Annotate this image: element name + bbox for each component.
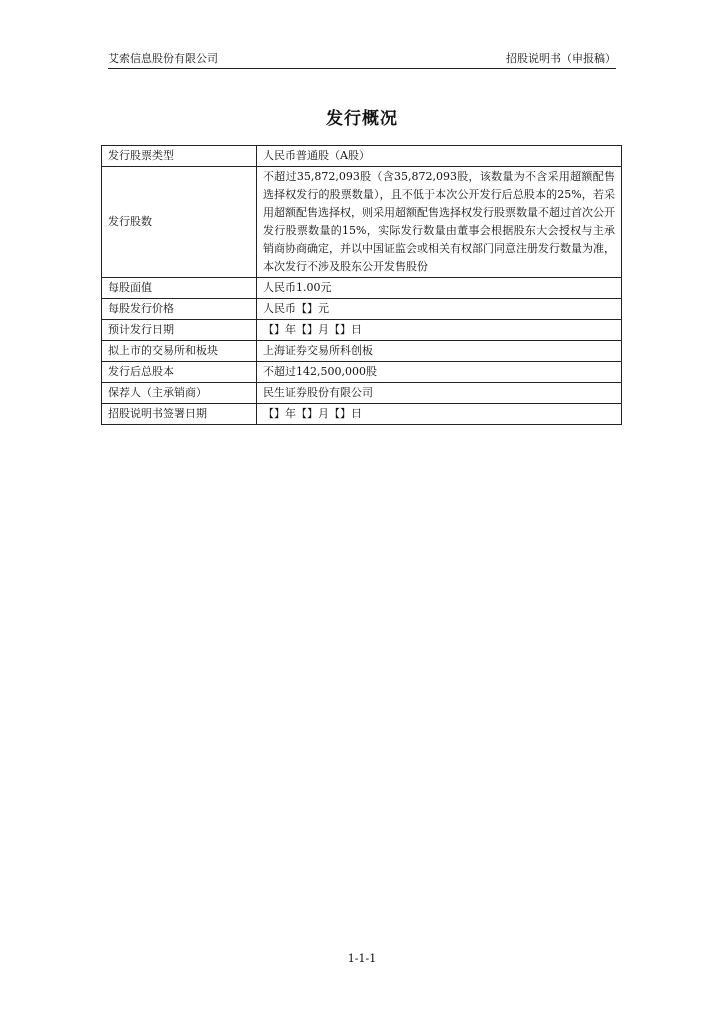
page-title: 发行概况 bbox=[326, 109, 398, 129]
row-label: 发行后总股本 bbox=[102, 362, 257, 383]
table-row bbox=[102, 320, 622, 341]
document-type: 招股说明书（申报稿） bbox=[506, 52, 616, 65]
table-row bbox=[102, 167, 622, 278]
row-value: 不超过142,500,000股 bbox=[257, 362, 622, 383]
row-label: 每股面值 bbox=[102, 278, 257, 299]
row-value: 【】年【】月【】日 bbox=[257, 320, 622, 341]
row-value: 人民币1.00元 bbox=[257, 278, 622, 299]
row-value: 民生证券股份有限公司 bbox=[257, 383, 622, 404]
table-row bbox=[102, 362, 622, 383]
row-label: 发行股数 bbox=[102, 167, 257, 278]
row-label: 每股发行价格 bbox=[102, 299, 257, 320]
row-value: 人民币普通股（A股） bbox=[257, 146, 622, 167]
row-label: 招股说明书签署日期 bbox=[102, 404, 257, 425]
row-value: 不超过35,872,093股（含35,872,093股，该数量为不含采用超额配售选择权发行的股票数量），且不低于本次公开发行后总股本的25%，若采用超额配售选择权，则采用超额配售选择权发行股票数量不超过首次公开发行股票数量的15%，实际发行数量由董事会根据股东大会授权与主承销商协商确定，并以中国证监会或相关有权部门同意注册发行数量为准，本次发行不涉及股东公开发售股份 bbox=[257, 167, 622, 278]
table-row bbox=[102, 278, 622, 299]
table-row bbox=[102, 404, 622, 425]
row-value: 人民币【】元 bbox=[257, 299, 622, 320]
page-header bbox=[108, 52, 616, 69]
offering-overview-table bbox=[101, 145, 622, 425]
page-number: 1-1-1 bbox=[347, 952, 377, 965]
row-label: 保荐人（主承销商） bbox=[102, 383, 257, 404]
row-value: 【】年【】月【】日 bbox=[257, 404, 622, 425]
company-name: 艾索信息股份有限公司 bbox=[108, 52, 218, 65]
row-value: 上海证券交易所科创板 bbox=[257, 341, 622, 362]
row-label: 预计发行日期 bbox=[102, 320, 257, 341]
table-row bbox=[102, 383, 622, 404]
row-label: 拟上市的交易所和板块 bbox=[102, 341, 257, 362]
table-row bbox=[102, 146, 622, 167]
table-row bbox=[102, 341, 622, 362]
table-row bbox=[102, 299, 622, 320]
row-label: 发行股票类型 bbox=[102, 146, 257, 167]
